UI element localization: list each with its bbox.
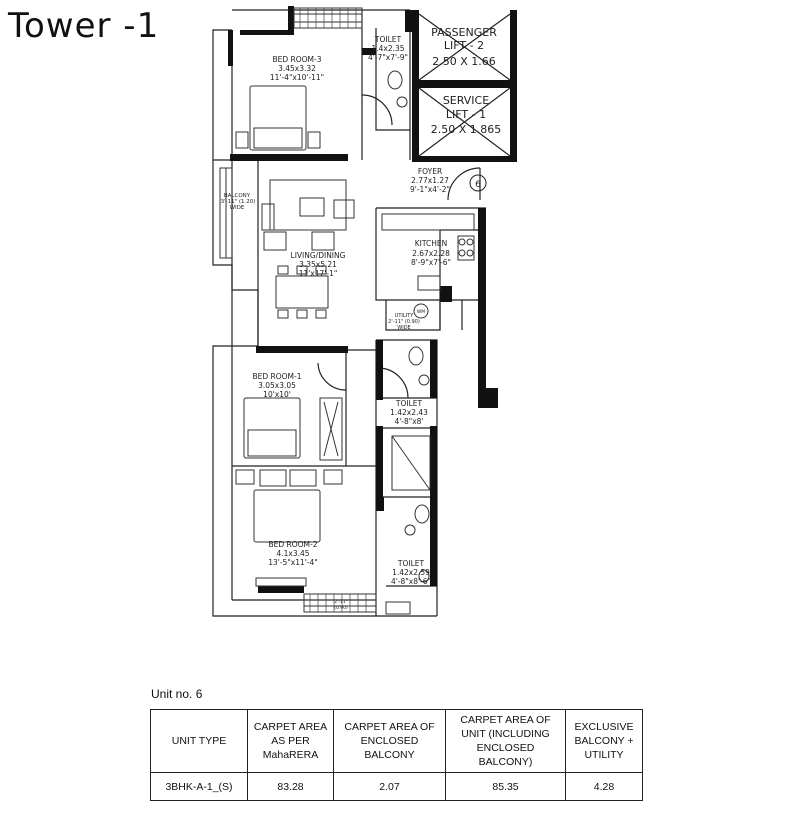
toilet-mid-dim-m: 1.42x2.43	[390, 408, 428, 417]
foyer-label: FOYER	[417, 167, 443, 176]
cell-enclosed-balcony: 2.07	[334, 773, 446, 801]
toilet-bot-dim-ft: 4'-8"x8'-6"	[391, 577, 431, 586]
bed3-label: BED ROOM-3	[272, 55, 322, 64]
cell-carpet-area-unit: 85.35	[446, 773, 566, 801]
kitchen-label: KITCHEN	[414, 239, 448, 248]
toilet-bot-dim-m: 1.42x2.59	[392, 568, 430, 577]
lift1-label: SERVICE	[442, 94, 490, 107]
table-row	[151, 773, 643, 801]
bed2-dim-ft: 13'-5"x11'-4"	[268, 558, 318, 567]
toilet-mid-dim-ft: 4'-8"x8'	[394, 417, 424, 426]
bed2-label: BED ROOM-2	[268, 540, 318, 549]
bed1-label: BED ROOM-1	[252, 372, 302, 381]
toilet-top-label: TOILET	[374, 35, 402, 44]
bed3-dim-m: 3.45x3.32	[278, 64, 316, 73]
bed2-dim-m: 4.1x3.45	[276, 549, 310, 558]
bottom-dim-1: 2'-11"	[334, 600, 348, 605]
living-dim-m: 3.35x5.21	[299, 260, 337, 269]
utility-note: WIDE	[397, 325, 411, 331]
cell-unit-type: 3BHK-A-1_(S)	[151, 773, 248, 801]
header-exclusive-balcony: EXCLUSIVE BALCONY + UTILITY	[566, 710, 643, 773]
lift2-label2: LIFT - 2	[443, 39, 485, 52]
toilet-bot-label: TOILET	[397, 559, 425, 568]
lift1-label2: LIFT - 1	[445, 108, 487, 121]
wm-label: WM	[416, 310, 426, 315]
lift2-dim: 2.50 X 1.66	[432, 55, 496, 68]
utility-dim: 2'-11" (0.90)	[388, 319, 420, 325]
table-header-row	[151, 710, 643, 773]
toilet-top-dim-ft: 4'-7"x7'-9"	[368, 53, 408, 62]
kitchen-dim-m: 2.67x2.28	[412, 249, 450, 258]
area-table	[150, 709, 643, 801]
foyer-dim-m: 2.77x1.27	[411, 176, 449, 185]
entry-number: 6	[475, 180, 481, 190]
toilet-mid-label: TOILET	[395, 399, 423, 408]
lift2-label: PASSENGER	[431, 26, 497, 39]
bed1-dim-ft: 10'x10'	[263, 390, 291, 399]
living-dim-ft: 11'x17'-1"	[298, 269, 338, 278]
bottom-dim-2: (0.90)	[334, 606, 348, 611]
header-carpet-area-unit: CARPET AREA OF UNIT (INCLUDING ENCLOSED BALCONY)	[446, 710, 566, 773]
header-unit-type: UNIT TYPE	[151, 710, 248, 773]
header-enclosed-balcony: CARPET AREA OF ENCLOSED BALCONY	[334, 710, 446, 773]
kitchen-dim-ft: 8'-9"x7'-6"	[411, 258, 451, 267]
living-label: LIVING/DINING	[290, 251, 346, 260]
lift1-dim: 2.50 X 1.865	[430, 123, 502, 136]
cell-exclusive-balcony: 4.28	[566, 773, 643, 801]
header-carpet-area: CARPET AREA AS PER MahaRERA	[248, 710, 334, 773]
foyer-dim-ft: 9'-1"x4'-2"	[410, 185, 450, 194]
bed1-dim-m: 3.05x3.05	[258, 381, 296, 390]
balcony-dim: 3'-11" (1.20)	[220, 199, 256, 205]
tower-title: Tower -1	[8, 6, 160, 46]
utility-label: UTILITY	[394, 313, 414, 319]
unit-number-label: Unit no. 6	[151, 687, 203, 701]
balcony-label: BALCONY	[223, 193, 251, 199]
toilet-top-dim-m: 1.4x2.35	[371, 44, 405, 53]
bed3-dim-ft: 11'-4"x10'-11"	[269, 73, 325, 82]
balcony-note: WIDE	[229, 205, 245, 211]
cell-carpet-area: 83.28	[248, 773, 334, 801]
